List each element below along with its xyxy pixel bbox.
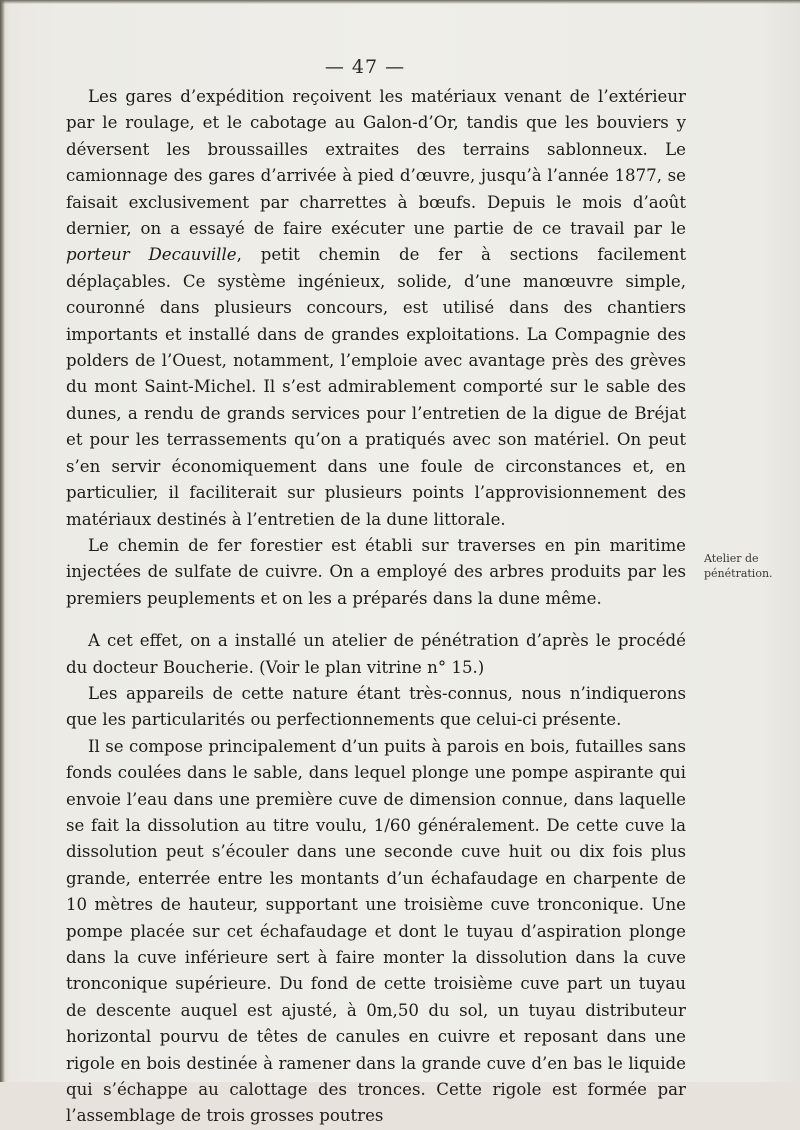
page-edge-shadow bbox=[0, 0, 5, 1082]
page-top-shadow bbox=[0, 0, 800, 4]
paragraph-composition: Il se compose principalement d’un puits à parois en bois, futailles sans fonds coulées dans le sable, dans lequel plonge une pompe aspirante qui envoie l’eau dans une première cuve de dimension connue, dans laquelle se fait la dissolution au titre voulu, 1/60 généralement. De cette cuve la dissolution peut s’écouler dans une seconde cuve huit ou dix fois plus grande, enterrée entre les montants d’un échafaudage en charpente de 10 mètres de hauteur, supportant une troisième cuve tronconique. Une pompe placée sur cet échafaudage et dont le tuyau d’aspiration plonge dans la cuve inférieure sert à faire monter la dissolution dans la cuve tronconique supérieure. Du fond de cette troisième cuve part un tuyau de descente auquel est ajusté, à 0m,50 du sol, un tuyau distributeur horizontal pourvu de têtes de canules en cuivre et reposant dans une rigole en bois destinée à ramener dans la grande cuve d’en bas le liquide qui s’échappe au calottage des tronces. Cette rigole est formée par l’assemblage de trois grosses poutres bbox=[66, 736, 686, 1126]
body-text bbox=[66, 84, 686, 1130]
paragraph-gares: Les gares d’expédition reçoivent les matériaux venant de l’extérieur par le roulage, et le cabotage au Galon-d’Or, tandis que les bouviers y déversent les broussailles extraites des terrains sablonneux. Le camionnage des gares d’arrivée à pied d’œuvre, jusqu’à l’année 1877, se faisait exclusivement par charrettes à bœufs. Depuis le mois d’août dernier, on a essayé de faire exécuter une partie de ce travail par le porteur Decauville, petit chemin de fer à sections facilement déplaçables. Ce système ingénieux, solide, d’une manœuvre simple, couronné dans plusieurs concours, est utilisé dans des chantiers importants et installé dans de grandes exploitations. La Compagnie des polders de l’Ouest, notamment, l’emploie avec avantage près des grèves du mont Saint-Michel. Il s’est admirablement comporté sur le sable des dunes, a rendu de grands services pour l’entretien de la digue de Bréjat et pour les terrassements qu’on a pratiqués avec son matériel. On peut s’en servir économiquement dans une foule de circonstances et, en particulier, il faciliterait sur plusieurs points l’approvisionnement des matériaux destinés à l’entretien de la dune littorale. bbox=[66, 87, 687, 529]
paragraph-chemin-de-fer: Le chemin de fer forestier est établi sur traverses en pin maritime injectées de sulfate de cuivre. On a employé des arbres produits par les premiers peuplements et on les a préparés dans la dune même. bbox=[66, 535, 686, 608]
paragraph-appareils: Les appareils de cette nature étant très-connus, nous n’indiquerons que les particularités ou perfectionnements que celui-ci présente. bbox=[66, 683, 686, 730]
italic-porteur-decauville: porteur Decauville bbox=[66, 245, 237, 265]
paragraph-atelier: A cet effet, on a installé un atelier de pénétration d’après le procédé du docteur Boucherie. (Voir le plan vitrine n° 15.) bbox=[66, 631, 686, 677]
margin-note: Atelier de pénétration. bbox=[704, 552, 773, 580]
page-number: — 47 — bbox=[324, 56, 406, 78]
